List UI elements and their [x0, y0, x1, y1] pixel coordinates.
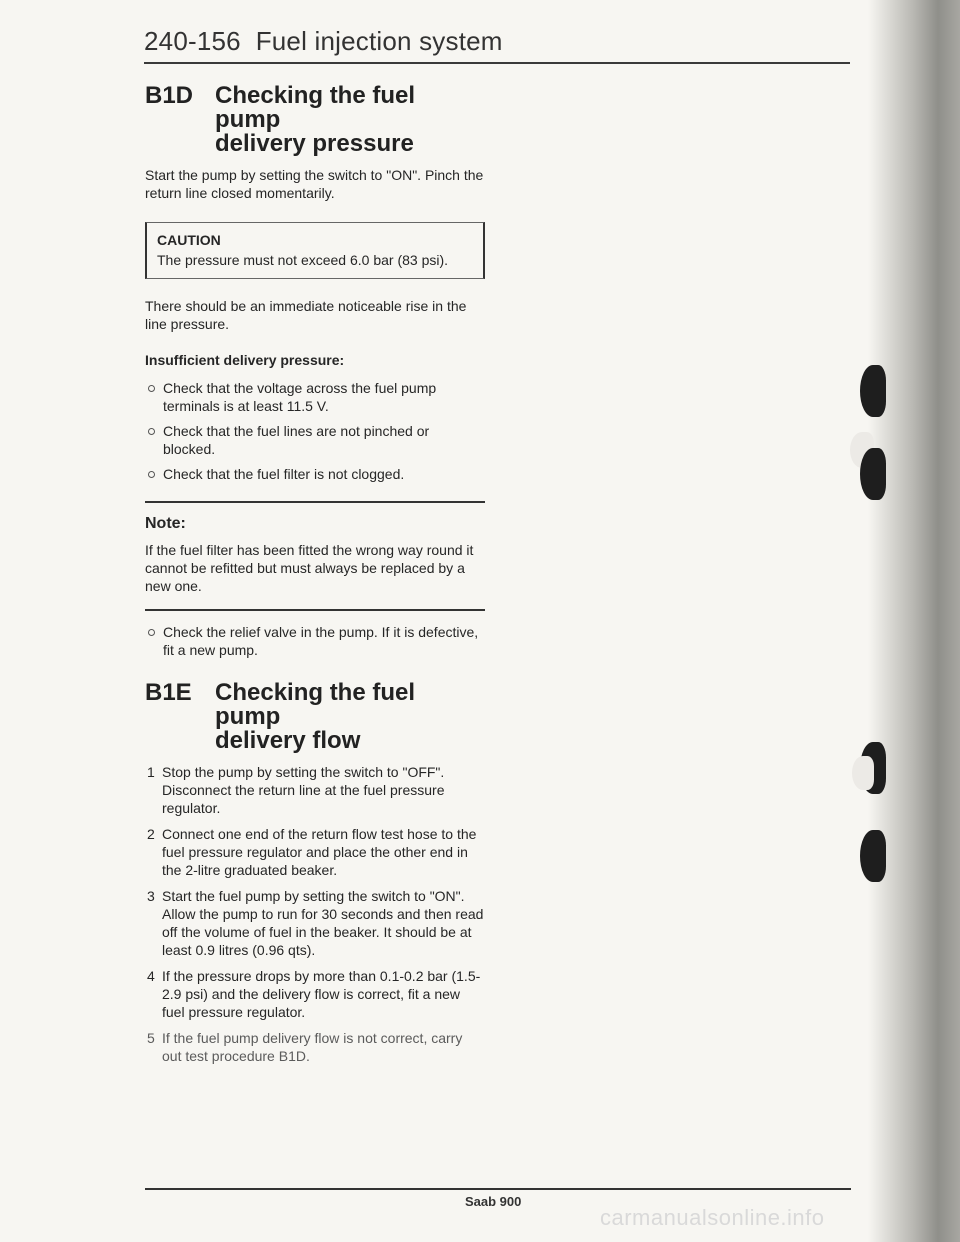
binding-hole: [852, 756, 874, 790]
page-number: 240-156: [144, 26, 241, 56]
note-text: If the fuel filter has been fitted the wrong way round it cannot be refitted but must always be replaced by a new one.: [145, 542, 474, 594]
step-item: [145, 763, 485, 817]
header-rule: [144, 62, 850, 64]
binding-hole: [860, 365, 886, 417]
watermark: carmanualsonline.info: [600, 1205, 825, 1230]
relief-check-list: [145, 623, 485, 659]
step-item: [145, 1029, 485, 1065]
check-item: Check that the fuel lines are not pinched or blocked.: [145, 422, 485, 458]
step-text: Start the fuel pump by setting the switch to "ON". Allow the pump to run for 30 seconds and then read off the volume of fuel in the beaker. It should be at least 0.9 litres (0.96 qts).: [162, 888, 484, 958]
check-list: [145, 379, 485, 483]
step-text: Stop the pump by setting the switch to "OFF". Disconnect the return line at the fuel pressure regulator.: [162, 764, 445, 816]
header-title: Fuel injection system: [255, 26, 503, 56]
section-title-line: Checking the fuel pump: [215, 82, 416, 133]
section-b1e-title: [145, 681, 485, 753]
step-text: If the fuel pump delivery flow is not correct, carry out test procedure B1D.: [162, 1030, 463, 1064]
section-title-line: delivery flow: [215, 727, 361, 754]
caution-box: [145, 222, 485, 279]
footer-model: Saab 900: [465, 1194, 522, 1209]
insufficient-heading: Insufficient delivery pressure:: [145, 352, 345, 368]
intro-text: Start the pump by setting the switch to "ON". Pinch the return line closed momentarily.: [145, 167, 484, 201]
section-code: B1E: [145, 679, 192, 706]
step-text: If the pressure drops by more than 0.1-0.2 bar (1.5-2.9 psi) and the delivery flow is correct, fit a new fuel pressure regulator.: [162, 968, 481, 1020]
binding-hole: [860, 448, 886, 500]
step-number: 3: [147, 888, 155, 904]
rise-text: There should be an immediate noticeable rise in the line pressure.: [145, 298, 467, 332]
section-b1d-title: [145, 84, 485, 156]
step-number: 4: [147, 968, 155, 984]
check-item: Check that the voltage across the fuel pump terminals is at least 11.5 V.: [145, 379, 485, 415]
check-item: Check that the fuel filter is not clogged.: [145, 465, 485, 483]
caution-title: CAUTION: [157, 232, 221, 248]
footer-rule: [145, 1188, 851, 1190]
section-code: B1D: [145, 82, 194, 109]
step-item: [145, 825, 485, 879]
section-title-line: Checking the fuel pump: [215, 679, 416, 730]
section-title-line: delivery pressure: [215, 130, 414, 157]
note-title: Note:: [145, 515, 186, 532]
main-column: [145, 84, 485, 1073]
step-text: Connect one end of the return flow test hose to the fuel pressure regulator and place the other end in the 2-litre graduated beaker.: [162, 826, 477, 878]
note-box: [145, 501, 485, 611]
step-number: 1: [147, 764, 155, 780]
caution-text: The pressure must not exceed 6.0 bar (83 psi).: [157, 252, 449, 268]
step-item: [145, 887, 485, 959]
step-number: 2: [147, 826, 155, 842]
page-header: [144, 26, 503, 57]
binding-hole: [860, 830, 886, 882]
step-number: 5: [147, 1030, 155, 1046]
step-item: [145, 967, 485, 1021]
check-item: Check the relief valve in the pump. If it is defective, fit a new pump.: [145, 623, 485, 659]
binding-edge: [868, 0, 960, 1242]
flow-steps: [145, 763, 485, 1065]
